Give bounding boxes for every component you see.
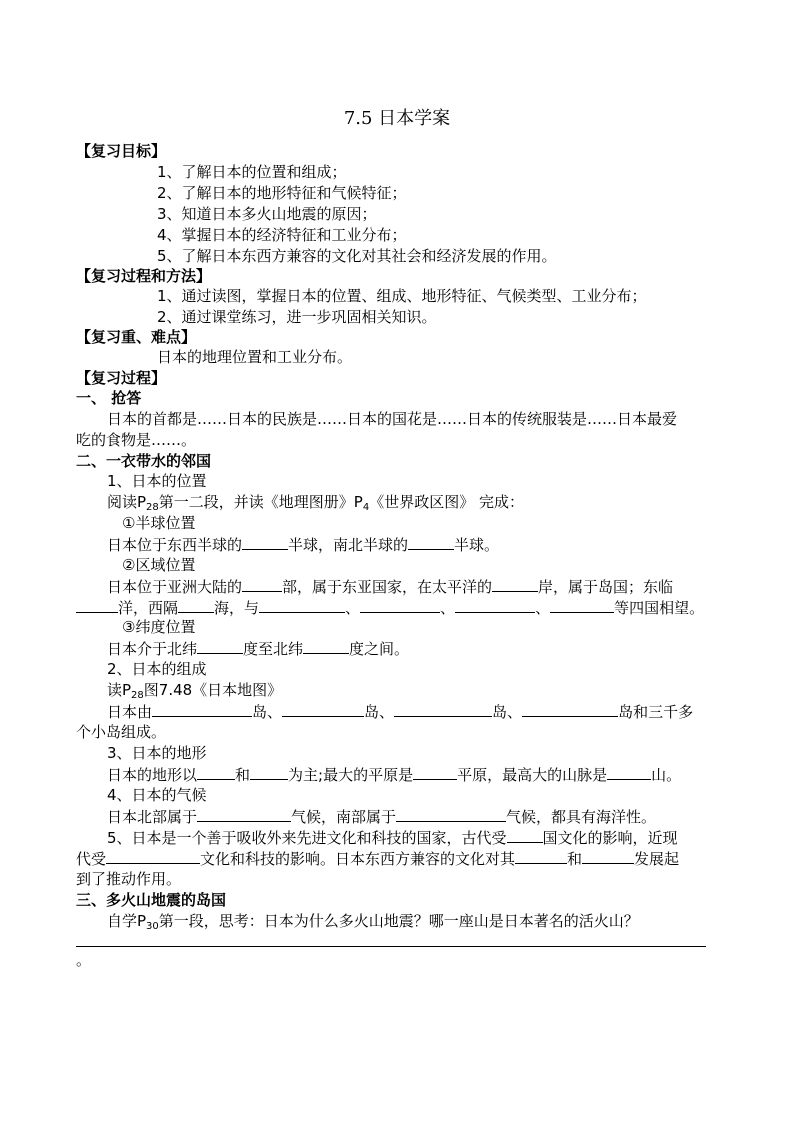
- blank[interactable]: [282, 701, 364, 717]
- goal-item: 2、了解日本的地形特征和气候特征；: [157, 184, 407, 202]
- text: 气候，南部属于: [291, 808, 397, 826]
- method-item: 2、通过课堂练习，进一步巩固相关知识。: [157, 308, 437, 326]
- reading-instruction: [107, 492, 524, 513]
- subsection-composition: 2、日本的组成: [107, 660, 207, 678]
- blank[interactable]: [197, 764, 235, 780]
- answer-line[interactable]: [76, 946, 706, 947]
- hemisphere-title: ①半球位置: [122, 514, 196, 532]
- text: 日本北部属于: [107, 808, 198, 826]
- text: 洋，西隔: [118, 599, 179, 617]
- quiz-line: 吃的食物是……。: [76, 431, 197, 449]
- blank[interactable]: [178, 597, 214, 613]
- blank[interactable]: [259, 597, 345, 613]
- answer-end-mark: 。: [76, 951, 92, 969]
- text: 第一段，思考：日本为什么多火山地震？哪一座山是日本著名的活火山？: [158, 912, 639, 930]
- text: 日本位于东西半球的: [107, 536, 243, 554]
- latitude-title: ③纬度位置: [122, 618, 196, 636]
- text: 岛、: [492, 703, 523, 721]
- reading-instruction: [107, 680, 282, 701]
- composition-question-cont: 个小岛组成。: [76, 723, 167, 741]
- region-title: ②区域位置: [122, 556, 196, 574]
- blank[interactable]: [413, 764, 457, 780]
- section-3-title: 三、多火山地震的岛国: [76, 891, 227, 909]
- climate-question: [107, 806, 656, 827]
- text: 半球，南北半球的: [288, 536, 409, 554]
- text: 日本的地形以: [107, 766, 198, 784]
- blank[interactable]: [242, 576, 282, 592]
- goal-item: 5、了解日本东西方兼容的文化对其社会和经济发展的作用。: [157, 247, 557, 265]
- subsection-location: 1、日本的位置: [107, 472, 207, 490]
- goal-item: 4、掌握日本的经济特征和工业分布；: [157, 226, 407, 244]
- blank[interactable]: [396, 806, 506, 822]
- text: 文化和科技的影响。日本东西方兼容的文化对其: [200, 850, 516, 868]
- culture-question-end: 到了推动作用。: [76, 870, 182, 888]
- region-question-cont: [76, 597, 704, 618]
- volcano-question: [107, 911, 639, 932]
- text: 岛、: [252, 703, 283, 721]
- text: 5、日本是一个善于吸收外来先进文化和科技的国家，古代受: [107, 829, 507, 847]
- goal-item: 3、知道日本多火山地震的原因；: [157, 205, 377, 223]
- goal-item: 1、了解日本的位置和组成；: [157, 163, 347, 181]
- text: 、: [345, 599, 361, 617]
- blank[interactable]: [607, 764, 651, 780]
- text: 图7.48《日本地图》: [143, 681, 283, 699]
- text: 半球。: [454, 536, 500, 554]
- blank[interactable]: [242, 534, 288, 550]
- section-1-title: 一、 抢答: [76, 389, 142, 407]
- methods-heading: 【复习过程和方法】: [76, 267, 212, 285]
- text: 发展起: [634, 850, 680, 868]
- blank[interactable]: [507, 827, 543, 843]
- text: 和: [567, 850, 583, 868]
- culture-question-cont: [76, 848, 679, 869]
- text: 度至北纬: [243, 640, 304, 658]
- key-text: 日本的地理位置和工业分布。: [157, 348, 353, 366]
- text: 、: [535, 599, 551, 617]
- text: 《世界政区图》 完成：: [369, 493, 524, 511]
- terrain-question: [107, 764, 681, 785]
- latitude-question: [107, 638, 409, 659]
- method-item: 1、通过读图，掌握日本的位置、组成、地形特征、气候类型、工业分布；: [157, 287, 647, 305]
- page-subscript: 28: [146, 502, 159, 513]
- blank[interactable]: [106, 848, 200, 864]
- blank[interactable]: [550, 597, 614, 613]
- region-question: [107, 576, 673, 597]
- text: 气候，都具有海洋性。: [506, 808, 657, 826]
- blank[interactable]: [492, 576, 538, 592]
- blank[interactable]: [197, 806, 291, 822]
- page-subscript: 4: [362, 502, 370, 513]
- quiz-line: 日本的首都是……日本的民族是……日本的国花是……日本的传统服装是……日本最爱: [107, 410, 678, 428]
- blank[interactable]: [360, 597, 440, 613]
- hemisphere-question: [107, 534, 499, 555]
- blank[interactable]: [408, 534, 454, 550]
- blank[interactable]: [250, 764, 288, 780]
- blank[interactable]: [455, 597, 535, 613]
- text: 日本位于亚洲大陆的: [107, 578, 243, 596]
- text: 自学P: [107, 912, 147, 930]
- blank[interactable]: [582, 848, 634, 864]
- text: 日本由: [107, 703, 153, 721]
- blank[interactable]: [522, 701, 618, 717]
- text: 部，属于东亚国家，在太平洋的: [282, 578, 493, 596]
- goals-heading: 【复习目标】: [76, 142, 167, 160]
- key-heading: 【复习重、难点】: [76, 328, 197, 346]
- text: 山。: [651, 766, 682, 784]
- text: 等四国相望。: [614, 599, 705, 617]
- text: 岸，属于岛国；东临: [538, 578, 674, 596]
- text: 读P: [107, 681, 132, 699]
- text: 第一二段，并读《地理图册》P: [158, 493, 363, 511]
- text: 为主;最大的平原是: [288, 766, 414, 784]
- text: 岛和三千多: [618, 703, 694, 721]
- text: 国文化的影响，近现: [542, 829, 678, 847]
- composition-question: [107, 701, 693, 722]
- blank[interactable]: [515, 848, 567, 864]
- subsection-terrain: 3、日本的地形: [107, 744, 207, 762]
- page-subscript: 30: [146, 921, 159, 932]
- text: 岛、: [364, 703, 395, 721]
- blank[interactable]: [152, 701, 252, 717]
- text: 平原，最高大的山脉是: [457, 766, 608, 784]
- culture-question: [107, 827, 678, 848]
- page-title: 7.5 日本学案: [343, 108, 451, 129]
- page-subscript: 28: [131, 690, 144, 701]
- blank[interactable]: [76, 597, 118, 613]
- section-2-title: 二、一衣带水的邻国: [76, 452, 212, 470]
- text: 阅读P: [107, 493, 147, 511]
- process-heading: 【复习过程】: [76, 369, 167, 387]
- text: 海，与: [214, 599, 260, 617]
- text: 代受: [76, 850, 107, 868]
- text: 、: [440, 599, 456, 617]
- text: 和: [235, 766, 251, 784]
- text: 日本介于北纬: [107, 640, 198, 658]
- blank[interactable]: [303, 638, 349, 654]
- blank[interactable]: [394, 701, 492, 717]
- subsection-climate: 4、日本的气候: [107, 786, 207, 804]
- blank[interactable]: [197, 638, 243, 654]
- text: 度之间。: [349, 640, 410, 658]
